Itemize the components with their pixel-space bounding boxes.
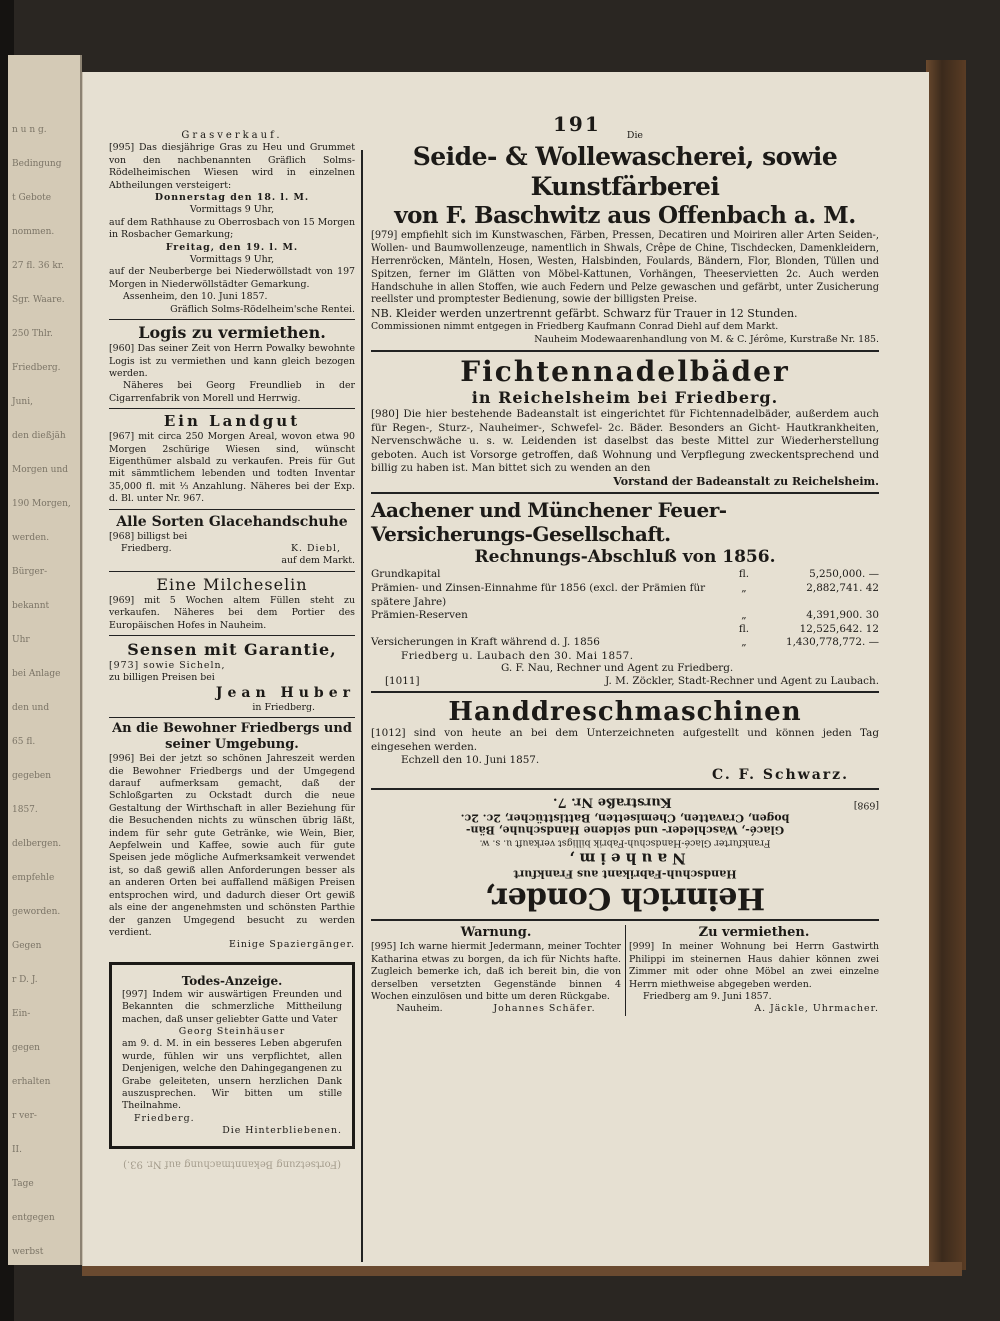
margin-fragment: 27 fl. 36 kr. (12, 261, 64, 271)
divider (371, 350, 879, 352)
ad-place: Nauheim. (396, 1003, 443, 1015)
margin-fragment: den und (12, 703, 50, 713)
divider (109, 408, 355, 409)
ad-place: auf der Neuberberge bei Niederwöllstadt von 197 Morgen in Niederwöllstädter Gemarkung. (109, 266, 355, 290)
ad-title: Aachener und Münchener Feuer-Versicherungs-Gesellschaft. (371, 498, 727, 547)
margin-fragment: Bürger- (12, 567, 48, 577)
ad-ref: [698] (853, 799, 879, 811)
ad-body: zu billigen Preisen bei (109, 672, 215, 684)
ad-zu-vermiethen (629, 925, 879, 1015)
ad-signature: C. F. Schwarz. (711, 766, 849, 783)
table-row (371, 582, 879, 609)
ad-body: [979] empfiehlt sich im Kunstwaschen, Färben, Pressen, Decatiren und Moiriren aller Arten Seiden-, Wollen- und Baumwollenzeuge, namentlich in Shwals, Crêpe de Chine, Tischdecken, Damenkleidern, Herrenröcken, Mänteln, Hosen, Westen, Halsbinden, Foulards, Bändern, Flor, Blonden, Tüllen und Spitzen, ferner im Glätten von Möbel-Kattunen, Vorhängen, Theeservietten 2c. Auch werden Handschuhe in allen Stoffen, wie auch Federn und Pelze gewaschen und gefärbt, unter Zusicherung reellster und promptester Bedienung, sowie der billigsten Preise. (371, 230, 879, 306)
ad-conder-upside-down (371, 794, 879, 916)
ad-sensen (109, 639, 355, 714)
divider (371, 788, 879, 790)
ad-subtitle: in Reichelsheim bei Friedberg. (471, 388, 779, 407)
ad-signature: A. Jäckle, Uhrmacher. (754, 1003, 879, 1015)
ad-logis (109, 323, 355, 405)
column-divider (361, 150, 363, 1262)
ad-signature: Gräflich Solms-Rödelheim'sche Rentei. (170, 303, 355, 315)
row-currency: „ (741, 636, 747, 649)
ad-signature: Die Hinterbliebenen. (222, 1125, 342, 1137)
ad-title: Fichtennadelbäder (460, 355, 790, 388)
row-amount: 4,391,900. 30 (806, 609, 879, 622)
margin-fragment: den dießjäh (12, 431, 66, 441)
margin-fragment: Friedberg. (12, 363, 61, 373)
margin-fragment: gegeben (12, 771, 52, 781)
left-column (109, 130, 355, 1169)
row-label: Grundkapital (371, 568, 441, 581)
row-label: Prämien-Reserven (371, 609, 468, 622)
row-currency: „ (741, 581, 747, 594)
upside-down-footer: (Fortsetzung Bekanntmachung auf Nr. 93.) (123, 1158, 341, 1169)
margin-fragment: bekannt (12, 601, 50, 611)
ad-title: Eine Milcheselin (156, 574, 308, 594)
ad-subtitle: von F. Baschwitz aus Offenbach a. M. (394, 202, 856, 230)
margin-fragment: Juni, (12, 397, 33, 407)
ad-body: Näheres bei Georg Freundlieb in der Cigarrenfabrik von Morell und Herrwig. (109, 380, 355, 404)
margin-fragment: 65 fl. (12, 737, 36, 747)
margin-fragment: geworden. (12, 907, 61, 917)
ad-warnung (371, 925, 621, 1015)
margin-fragment: Sgr. Waare. (12, 295, 65, 305)
margin-fragment: nommen. (12, 227, 55, 237)
divider (109, 509, 355, 510)
ad-body: [995] Ich warne hiermit Jedermann, meiner Tochter Katharina etwas zu borgen, da ich für Nichts hafte. Zugleich bemerke ich, daß ich bereit bin, die von derselben versetzten Gegenstände binnen 4 Wochen einzulösen und bitte um deren Rückgabe. (371, 941, 621, 1002)
divider (109, 717, 355, 718)
margin-fragment: entgegen (12, 1213, 55, 1223)
ad-body: [995] Das diesjährige Gras zu Heu und Grummet von den nachbenannten Gräflich Solms-Rödelheimischen Wiesen wird in einzelnen Abtheilungen versteigert: (109, 142, 355, 191)
ad-body: [980] Die hier bestehende Badeanstalt ist eingerichtet für Fichtennadelbäder, außerdem auch für Regen-, Sturz-, Nauheimer-, Schwefel- 2c. Bäder. Besonders an Gicht- Hautkrankheiten, Nervenschwäche u. s. w. Leidenden ist daselbst das beste Mittel zur Wiederherstellung geboten. Auch ist Vorsorge getroffen, daß Wohnung und Verpflegung zweckentsprechend und billig zu haben ist. Man bittet sich zu wenden an den (371, 408, 879, 475)
left-page-edge (8, 55, 82, 1265)
margin-fragment: empfehle (12, 873, 55, 883)
margin-fragment: n u n g. (12, 125, 47, 135)
ad-body: [967] mit circa 250 Morgen Areal, wovon etwa 90 Morgen 2schürige Wiesen sind, wünscht Eigenthümer alsbald zu verkaufen. Preis für Gut mit sämmtlichem lebenden und todten Inventar 35,000 fl. mit ⅓ Anzahlung. Näheres bei der Exp. d. Bl. unter Nr. 967. (109, 431, 355, 505)
margin-fragment: r D. J. (12, 975, 38, 985)
ad-line: Nauheim, (564, 848, 686, 867)
margin-fragment: Uhr (12, 635, 30, 645)
ad-bewohner (109, 721, 355, 952)
divider (371, 691, 879, 693)
ad-agents: Commissionen nimmt entgegen in Friedberg Kaufmann Conrad Diehl auf dem Markt. (371, 321, 779, 333)
row-amount: 5,250,000. — (809, 568, 879, 581)
margin-fragment: Gegen (12, 941, 42, 951)
ad-fichtennadel (371, 356, 879, 488)
ad-dateline: Assenheim, den 10. Juni 1857. (123, 291, 268, 303)
ad-signature: Vorstand der Badeanstalt zu Reichelsheim. (613, 474, 879, 488)
ad-time: Vormittags 9 Uhr, (189, 204, 275, 216)
bottom-ads (371, 925, 879, 1015)
ad-title: An die Bewohner Friedbergs und seiner Umgebung. (112, 721, 352, 753)
page-number: 191 (553, 112, 601, 136)
ad-agent: J. M. Zöckler, Stadt-Rechner und Agent zu Laubach. (605, 674, 879, 687)
ad-title: Warnung. (460, 925, 532, 941)
ad-line: Glacé-, Waschleder- und seidene Handschuhe, Bän- (465, 823, 785, 837)
row-currency: fl. (738, 622, 750, 635)
table-row (371, 623, 879, 637)
ad-line: bogen, Cravatten, Chemisetten, Battisttücher, 2c. 2c. (460, 811, 790, 825)
ad-body: [999] In meiner Wohnung bei Herrn Gastwirth Philippi im steinernen Haus dahier können zwei Zimmer mit oder ohne Möbel an zwei einzelne Herrn miethweise abgegeben werden. (629, 941, 879, 990)
ad-seidewascherei (371, 130, 879, 346)
ad-line: Handschuh-Fabrikant aus Frankfurt (513, 867, 737, 881)
ad-date: Donnerstag den 18. l. M. (154, 192, 310, 204)
table-row (371, 568, 879, 582)
margin-fragment: Ein- (12, 1009, 31, 1019)
table-row (371, 609, 879, 623)
ad-dateline: Friedberg am 9. Juni 1857. (643, 991, 772, 1002)
margin-fragment: Tage (12, 1179, 34, 1189)
divider (371, 919, 879, 921)
ad-body: [1012] sind von heute an bei dem Unterzeichneten aufgestellt und können jeden Tag eingesehen werden. (371, 727, 879, 753)
ad-nb: NB. Kleider werden unzertrennt gefärbt. Schwarz für Trauer in 12 Stunden. (371, 307, 798, 321)
ad-aachener (371, 498, 879, 687)
ad-landgut (109, 412, 355, 505)
ad-title: Logis zu vermiethen. (138, 323, 326, 343)
ad-line: Kurstraße Nr. 7. (553, 794, 672, 810)
row-amount: 2,882,741. 42 (806, 581, 879, 594)
ad-body: [996] Bei der jetzt so schönen Jahreszeit werden die Bewohner Friedbergs und der Umgegend darauf aufmerksam gemacht, daß der Schloßgarten zu Ockstadt durch die neue Gestaltung der Wirthschaft in aller Beziehung für die Besuchenden nichts zu wünschen übrig läßt, indem für sehr gute Getränke, wie Wein, Bier, Aepfelwein und Kaffee, sowie auch für gute Speisen jede mögliche Aufmerksamkeit verwendet ist, so daß gewiß allen Anforderungen besser als an anderen Orten bei auffallend mäßigen Preisen entsprochen wird, und dadurch dieser Ort gewiß als eine der angenehmsten und schönsten Parthie der ganzen Umgegend besucht zu werden verdient. (109, 753, 355, 938)
table-row (371, 636, 879, 650)
ad-title: Heinrich Conder, (484, 880, 766, 916)
row-amount: 1,430,778,772. — (785, 636, 879, 649)
divider (371, 492, 879, 494)
right-column (371, 130, 879, 1016)
ad-signature: Einige Spaziergänger. (229, 939, 355, 951)
ad-title: Todes-Anzeige. (181, 973, 283, 988)
ad-name: Georg Steinhäuser (178, 1025, 286, 1037)
ad-line: Frankfurter Glacé-Handschuh-Fabrik billigst verkauft u. s. w. (479, 836, 771, 848)
row-label: Prämien- und Zinsen-Einnahme für 1856 (excl. der Prämien für spätere Jahre) (371, 581, 706, 608)
ad-title: Handdreschmaschinen (448, 697, 802, 728)
ad-body: [969] mit 5 Wochen altem Füllen steht zu verkaufen. Näheres bei dem Portier des Europäischen Hofes in Nauheim. (109, 594, 355, 631)
margin-fragment: gegen (12, 1043, 40, 1053)
margin-fragment: bei Anlage (12, 669, 61, 679)
ad-pre: Die (626, 130, 643, 141)
ad-title: Grasverkauf. (181, 130, 283, 141)
row-currency: fl. (738, 568, 750, 581)
ad-ref: [1011] (385, 674, 420, 687)
ad-glace (109, 513, 355, 568)
ad-subtitle: Rechnungs-Abschluß von 1856. (474, 547, 776, 568)
ad-body: am 9. d. M. in ein besseres Leben abgerufen wurde, fühlen wir uns verpflichtet, allen Denjenigen, welche den Dahingegangenen zu Grabe geleiteten, unsern herzlichen Dank auszusprechen. Wir bitten um stille Theilnahme. (122, 1038, 342, 1112)
ad-title: Zu vermiethen. (698, 925, 810, 941)
divider (109, 571, 355, 572)
ad-agent: G. F. Nau, Rechner und Agent zu Friedberg. (501, 662, 734, 675)
ad-agents: Nauheim Modewaarenhandlung von M. & C. Jérôme, Kurstraße Nr. 185. (534, 333, 879, 345)
margin-fragment: II. (12, 1145, 22, 1155)
margin-fragment: Morgen und (12, 465, 69, 475)
margin-fragment: 1857. (12, 805, 38, 815)
ad-title: Alle Sorten Glacehandschuhe (116, 513, 348, 530)
ad-body: [973] sowie Sicheln, (109, 660, 226, 671)
ad-body: [997] Indem wir auswärtigen Freunden und Bekannten die schmerzliche Mittheilung machen, daß unser geliebter Gatte und Vater (122, 988, 342, 1025)
ad-dateline: Echzell den 10. Juni 1857. (401, 754, 540, 767)
divider (109, 635, 355, 636)
ad-place: Friedberg. (134, 1112, 195, 1124)
margin-fragment: werden. (12, 533, 50, 543)
row-currency: „ (741, 609, 747, 622)
ad-grasverkauf (109, 130, 355, 316)
ad-todesanzeige (109, 962, 355, 1149)
row-amount: 12,525,642. 12 (799, 622, 879, 635)
ad-address: auf dem Markt. (281, 555, 355, 567)
right-page-edge (926, 60, 966, 1270)
margin-fragment: Bedingung (12, 159, 62, 169)
margin-fragment: erhalten (12, 1077, 51, 1087)
ad-place: Friedberg. (121, 542, 172, 554)
accounts-table (371, 568, 879, 650)
row-label: Versicherungen in Kraft während d. J. 1856 (371, 636, 600, 649)
margin-fragment: delbergen. (12, 839, 62, 849)
row-label (371, 623, 729, 637)
ad-place: auf dem Rathhause zu Oberrosbach von 15 Morgen in Rosbacher Gemarkung; (109, 216, 355, 241)
ad-title: Ein Landgut (163, 412, 301, 431)
ad-title: Sensen mit Garantie, (127, 640, 337, 659)
margin-fragment: t Gebote (12, 193, 52, 203)
ad-title: Seide- & Wollewascherei, sowie Kunstfärberei (412, 142, 838, 202)
margin-fragment: 190 Morgen, (12, 499, 71, 509)
margin-fragment: r ver- (12, 1111, 37, 1121)
margin-fragment: werbst (12, 1247, 44, 1257)
ad-name: Johannes Schäfer. (493, 1003, 596, 1015)
ad-name: Jean Huber (215, 684, 355, 701)
ad-body: [960] Das seiner Zeit von Herrn Powalky bewohnte Logis ist zu vermiethen und kann gleich bezogen werden. (109, 343, 355, 379)
ad-name: K. Diebl, (290, 542, 341, 554)
newspaper-page (82, 72, 929, 1266)
ad-date: Freitag, den 19. l. M. (165, 241, 299, 253)
ad-place: in Friedberg. (252, 701, 315, 713)
ad-handdresch (371, 697, 879, 784)
ad-milcheselin (109, 575, 355, 632)
divider (109, 319, 355, 320)
ad-body: [968] billigst bei (109, 530, 188, 542)
ad-time: Vormittags 9 Uhr, (189, 254, 275, 266)
margin-fragment: 250 Thlr. (12, 329, 53, 339)
ad-dateline: Friedberg u. Laubach den 30. Mai 1857. (401, 649, 634, 662)
